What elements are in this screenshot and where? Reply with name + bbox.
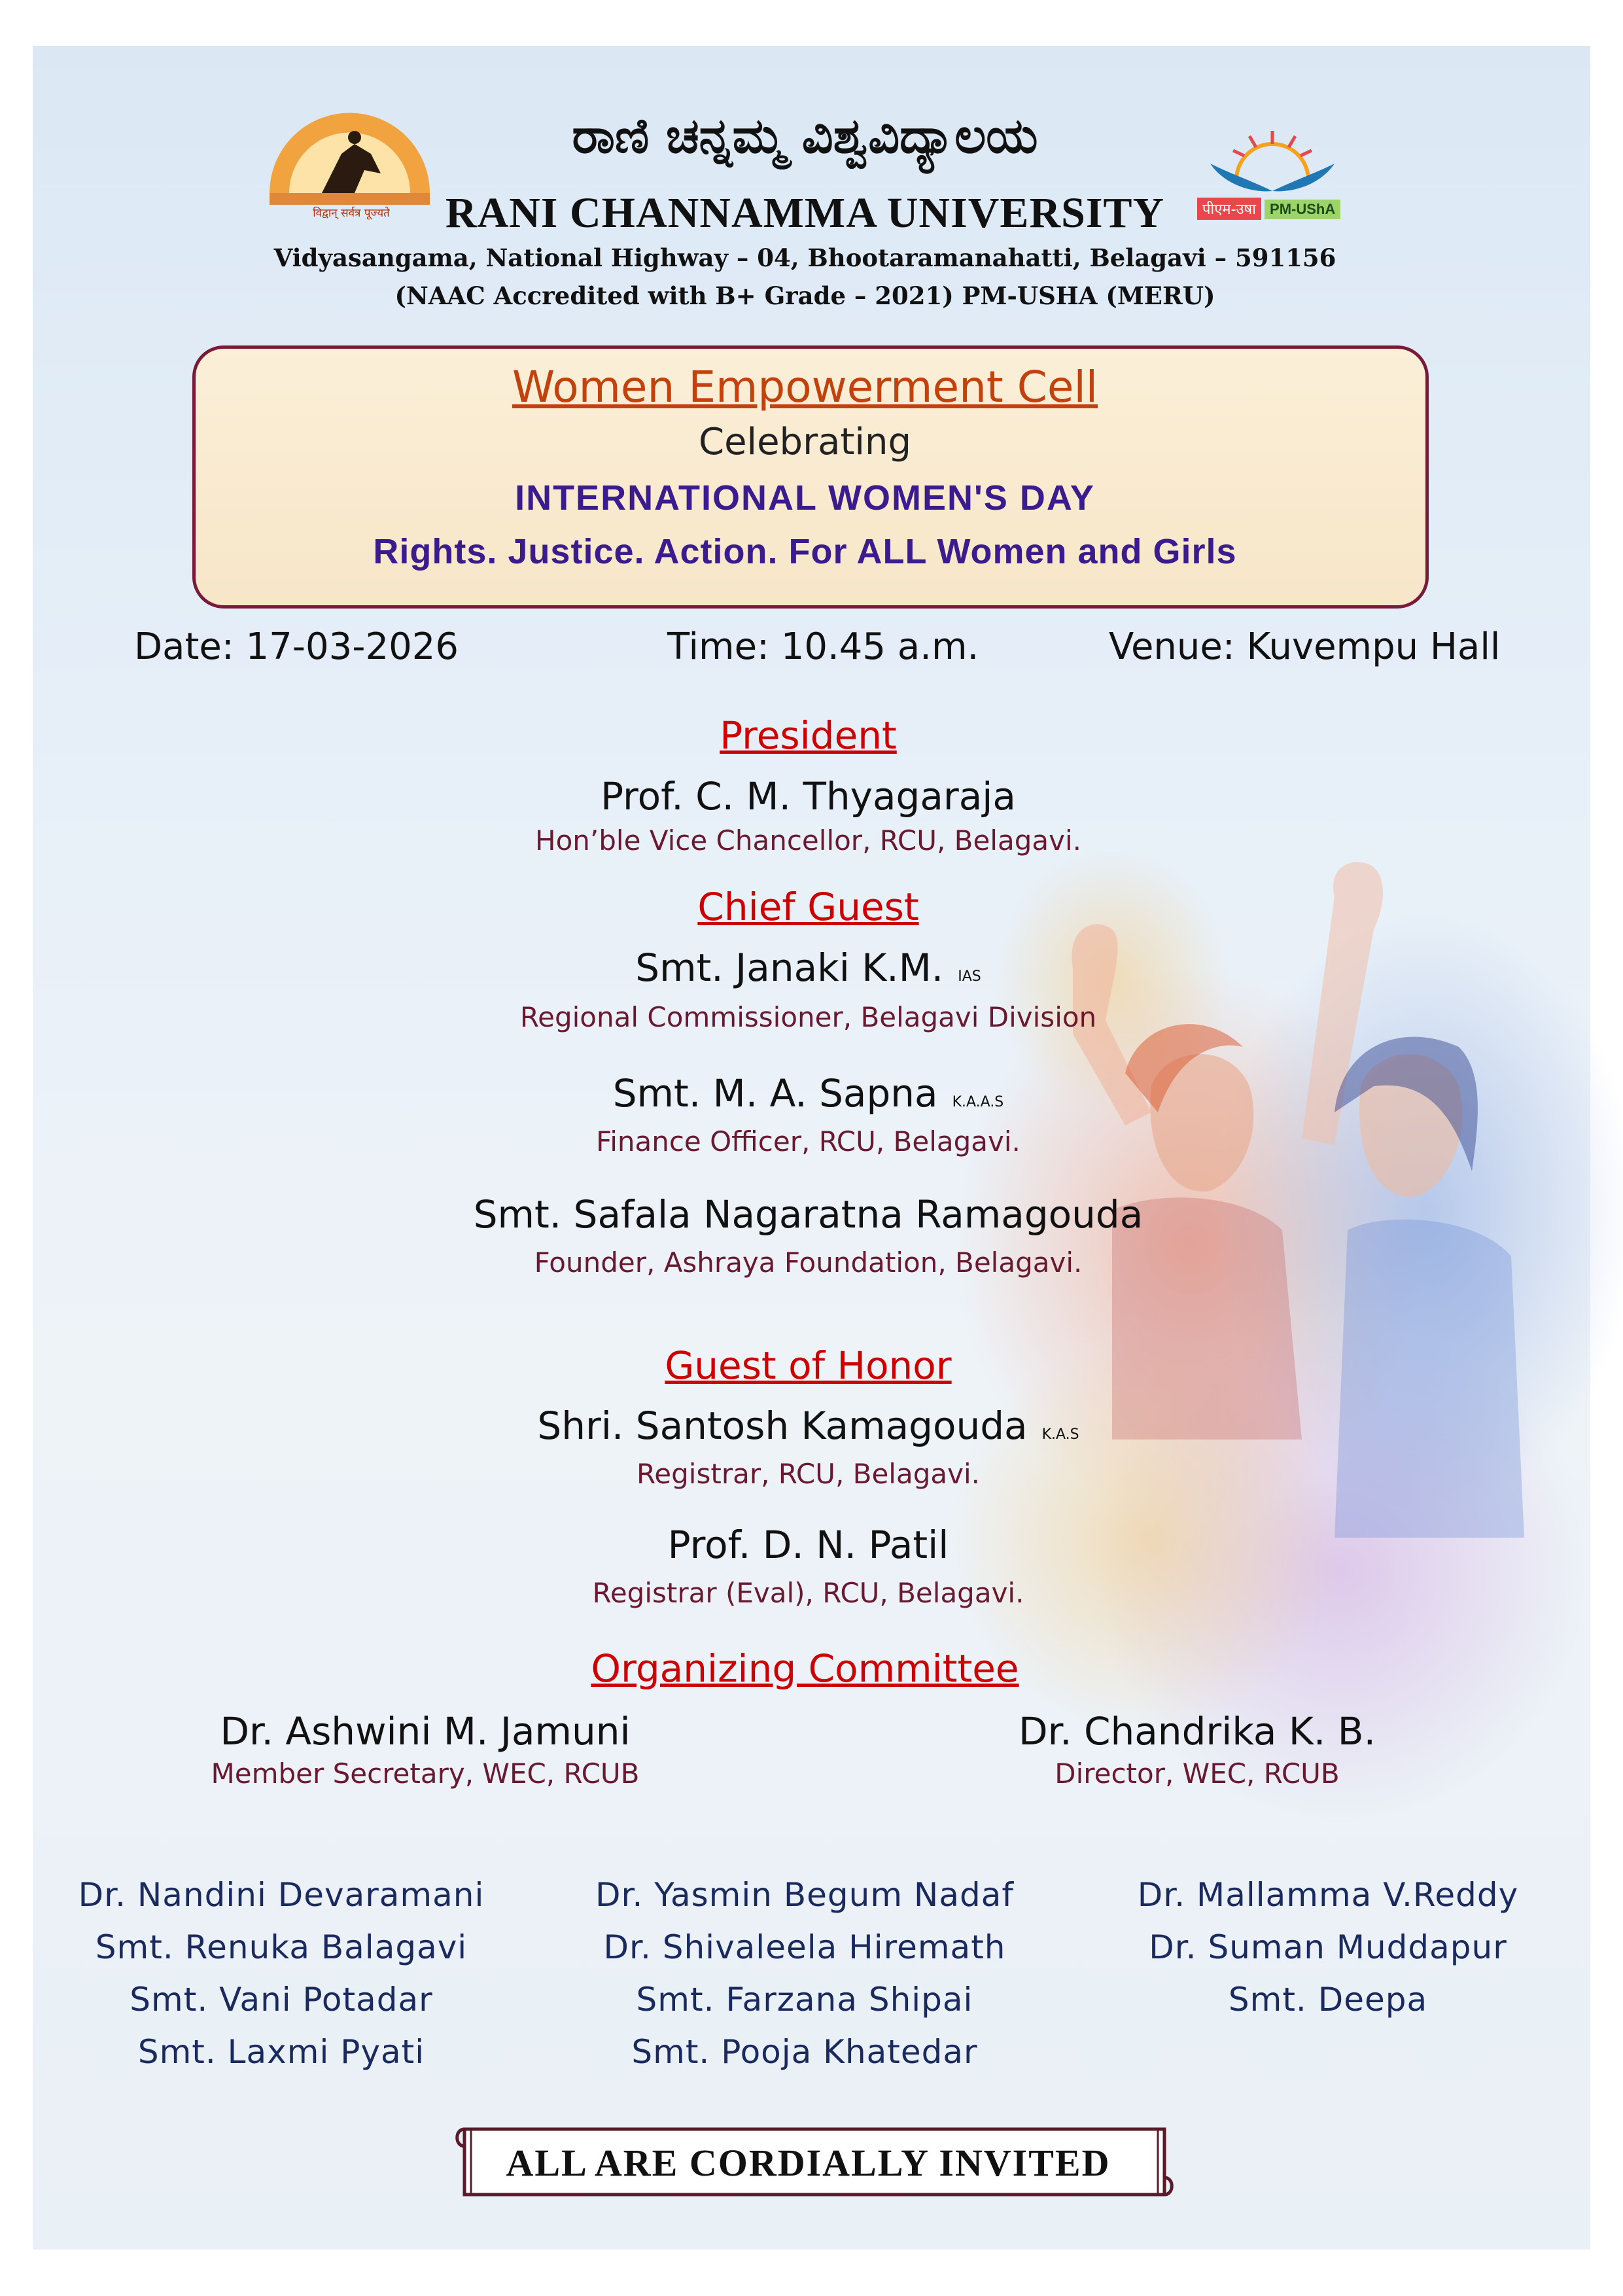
event-time: Time: 10.45 a.m. [667,626,979,668]
chief-guest-suffix: K.A.A.S [952,1094,1004,1110]
lead-member-role: Director, WEC, RCUB [1055,1757,1340,1790]
kannada-title: ರಾಣಿ ಚನ್ನಮ್ಮ ವಿಶ್ವವಿದ್ಯಾಲಯ [572,108,1038,164]
member-name: Dr. Yasmin Begum Nadaf [595,1876,1014,1914]
cell-name: Women Empowerment Cell [512,362,1098,412]
chief-guest-role: Finance Officer, RCU, Belagavi. [596,1125,1021,1157]
guest-of-honor-suffix: K.A.S [1041,1426,1079,1443]
member-name: Smt. Farzana Shipai [636,1981,973,2019]
chief-guest-heading: Chief Guest [697,885,919,929]
celebrating-label: Celebrating [698,421,911,463]
chief-guest-suffix: IAS [958,968,981,985]
member-name: Smt. Pooja Khatedar [631,2033,978,2071]
lead-member [903,1709,1492,1790]
member-name: Dr. Mallamma V.Reddy [1137,1876,1519,1914]
event-date: Date: 17-03-2026 [134,626,459,668]
pm-usha-hindi-label: पीएम-उषा [1197,198,1261,220]
guest-of-honor-name: Prof. D. N. Patil [667,1523,949,1567]
guest-of-honor-name: Shri. Santosh Kamagouda K.A.S [537,1404,1079,1448]
lead-member-name: Dr. Ashwini M. Jamuni [220,1709,631,1754]
president-role: Hon’ble Vice Chancellor, RCU, Belagavi. [535,824,1081,857]
lead-member-name: Dr. Chandrika K. B. [1018,1709,1376,1754]
guest-of-honor-heading: Guest of Honor [665,1343,952,1388]
member-name: Dr. Shivaleela Hiremath [603,1928,1006,1966]
member-name: Smt. Vani Potadar [130,1981,433,2019]
organizing-heading: Organizing Committee [591,1646,1019,1691]
president-heading: President [720,713,897,758]
event-theme: Rights. Justice. Action. For ALL Women and Girls [373,532,1237,571]
member-name: Dr. Suman Muddapur [1149,1928,1507,1966]
invite-text: ALL ARE CORDIALLY INVITED [506,2142,1111,2184]
member-name: Smt. Renuka Balagavi [95,1928,468,1966]
guest-of-honor-role: Registrar, RCU, Belagavi. [637,1458,980,1490]
member-name: Smt. Laxmi Pyati [137,2033,425,2071]
event-venue: Venue: Kuvempu Hall [1109,626,1501,668]
chief-guest-role: Regional Commissioner, Belagavi Division [519,1001,1097,1033]
chief-guest-name: Smt. Janaki K.M. IAS [635,945,981,990]
pm-usha-english-label: PM-UShA [1265,200,1340,219]
member-column [52,1869,510,2078]
chief-guest-name: Smt. M. A. Sapna K.A.A.S [612,1071,1004,1116]
member-name: Dr. Nandini Devaramani [78,1876,485,1914]
lead-member-role: Member Secretary, WEC, RCUB [211,1757,640,1790]
chief-guest-role: Founder, Ashraya Foundation, Belagavi. [534,1246,1083,1279]
lead-member [131,1709,720,1790]
university-name: RANI CHANNAMMA UNIVERSITY [445,189,1165,237]
chief-guest-name: Smt. Safala Nagaratna Ramagouda [473,1192,1143,1237]
president-name: Prof. C. M. Thyagaraja [601,774,1016,819]
university-address: Vidyasangama, National Highway – 04, Bhootaramanahatti, Belagavi – 591156 [273,243,1336,272]
event-name: INTERNATIONAL WOMEN'S DAY [515,478,1095,518]
member-column [576,1869,1034,2078]
accreditation-line: (NAAC Accredited with B+ Grade – 2021) PM-USHA (MERU) [394,281,1215,310]
member-name: Smt. Deepa [1228,1981,1428,2019]
member-column [1099,1869,1557,2026]
guest-of-honor-role: Registrar (Eval), RCU, Belagavi. [592,1577,1024,1609]
seal-motto: विद्वान् सर्वत्र पूज्यते [313,207,390,220]
